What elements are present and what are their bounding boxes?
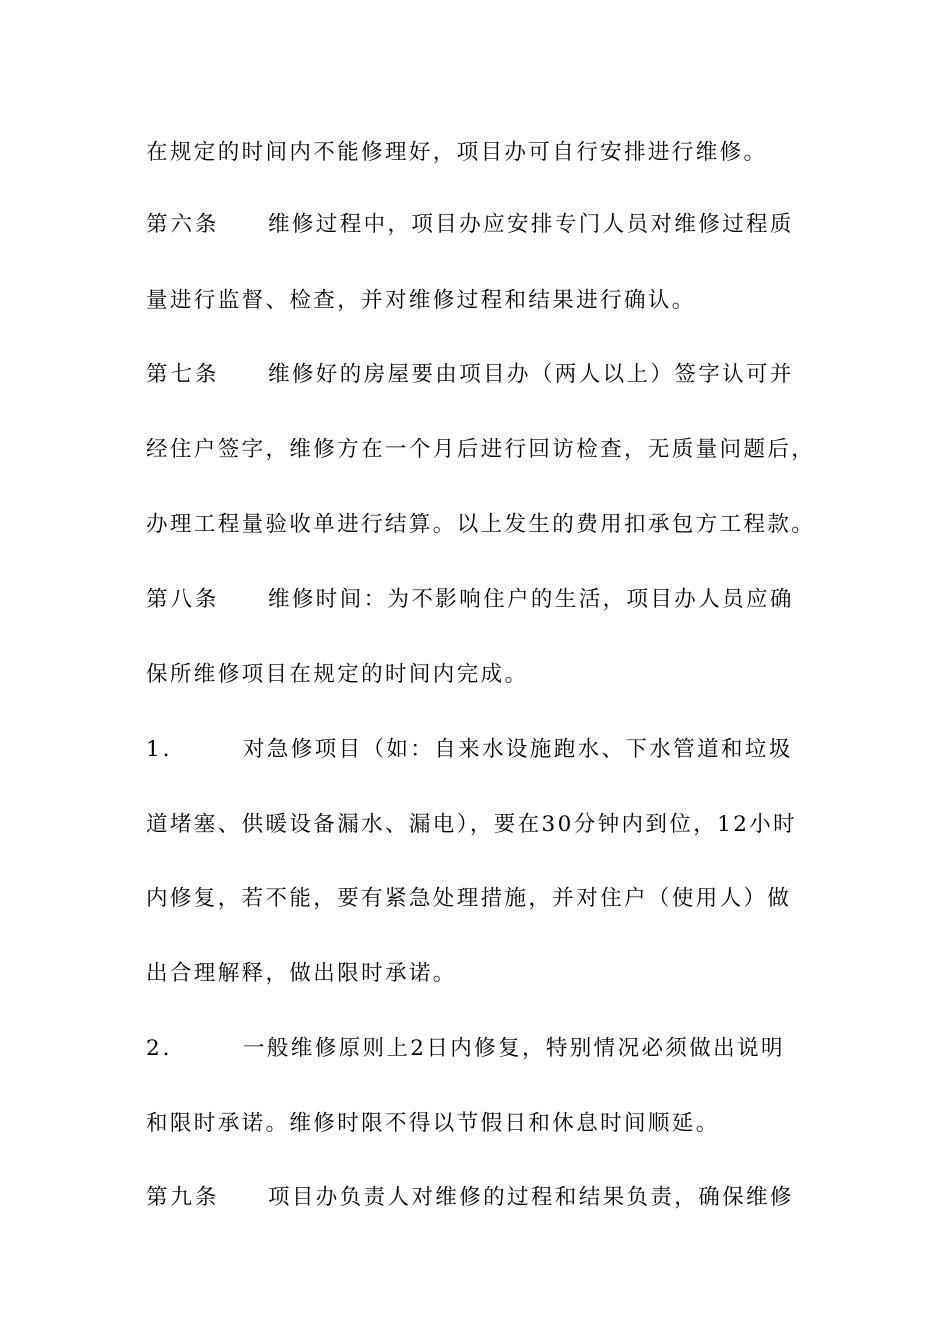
line-text: 维修过程中，项目办应安排专门人员对维修过程质 [268,212,794,237]
text-line [146,284,826,318]
line-text: 和限时承诺。维修时限不得以节假日和休息时间顺延。 [146,1111,720,1136]
text-line [146,508,826,542]
text-line [146,136,826,170]
text-line [146,808,826,842]
text-line [146,1107,826,1141]
line-text: 道堵塞、供暖设备漏水、漏电），要在30分钟内到位，12小时 [146,812,798,837]
list-item-2-line [146,1032,826,1066]
line-text: 一般维修原则上2日内修复，特别情况必须做出说明 [243,1036,785,1061]
line-text: 在规定的时间内不能修理好，项目办可自行安排进行维修。 [146,140,768,165]
article-7-line [146,358,826,392]
line-text: 经住户签字，维修方在一个月后进行回访检查，无质量问题后， [146,437,816,462]
list-item-1-line [146,733,826,767]
text-line [146,433,826,467]
line-text: 内修复，若不能，要有紧急处理措施，并对住户（使用人）做 [146,886,792,911]
article-label: 第九条 [146,1185,220,1210]
text-line [146,658,826,692]
article-9-line [146,1181,826,1215]
article-label: 第七条 [146,362,220,387]
line-text: 对急修项目（如：自来水设施跑水、下水管道和垃圾 [243,737,793,762]
article-6-line [146,208,826,242]
line-text: 项目办负责人对维修的过程和结果负责，确保维修 [268,1185,794,1210]
line-text: 出合理解释，做出限时承诺。 [146,961,457,986]
article-label: 第六条 [146,212,220,237]
line-text: 维修时间：为不影响住户的生活，项目办人员应确 [268,587,794,612]
article-label: 第八条 [146,587,220,612]
text-line [146,882,826,916]
article-8-line [146,583,826,617]
line-text: 维修好的房屋要由项目办（两人以上）签字认可并 [268,362,794,387]
text-line [146,957,826,991]
list-number: 2. [146,1036,173,1061]
line-text: 量进行监督、检查，并对维修过程和结果进行确认。 [146,288,696,313]
list-number: 1. [146,737,173,762]
line-text: 保所维修项目在规定的时间内完成。 [146,662,529,687]
line-text: 办理工程量验收单进行结算。以上发生的费用扣承包方工程款。 [146,512,816,537]
